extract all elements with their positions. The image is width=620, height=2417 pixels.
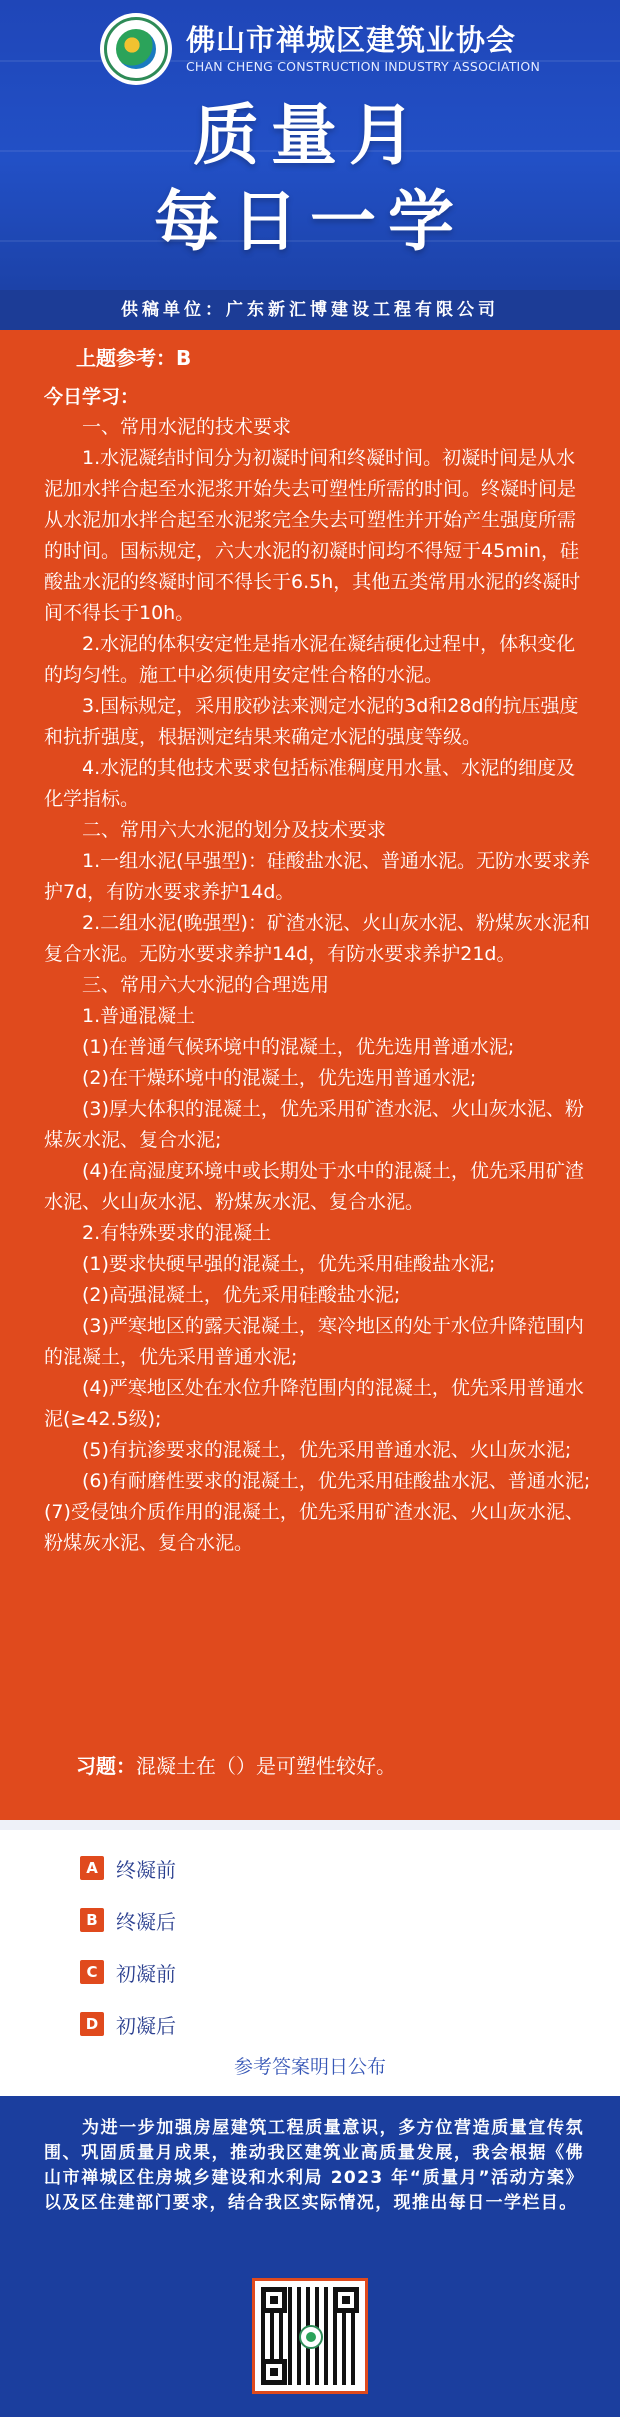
page-title-line2: 每日一学	[154, 183, 466, 260]
exercise-label: 习题：	[76, 1754, 136, 1778]
lesson-panel	[0, 330, 620, 1820]
option-letter-badge: A	[80, 1856, 104, 1880]
header-banner	[0, 0, 620, 290]
option-text: 初凝后	[116, 2013, 176, 2038]
association-brand	[100, 14, 540, 84]
lesson-line: 1.水泥凝结时间分为初凝时间和终凝时间。初凝时间是从水泥加水拌合起至水泥浆开始失去可塑性所需的时间。终凝时间是从水泥加水拌合起至水泥浆完全失去可塑性并开始产生强度所需的时间。国标规定，六大水泥的初凝时间均不得短于45min，硅酸盐水泥的终凝时间不得长于6.5h，其他五类常用水泥的终凝时间不得长于10h。	[44, 447, 581, 624]
lesson-line: 2.二组水泥(晚强型)：矿渣水泥、火山灰水泥、粉煤灰水泥和复合水泥。无防水要求养护14d，有防水要求养护21d。	[44, 912, 590, 965]
lesson-line: (7)受侵蚀介质作用的混凝土，优先采用矿渣水泥、火山灰水泥、粉煤灰水泥、复合水泥。	[44, 1501, 584, 1554]
footer-intro: 为进一步加强房屋建筑工程质量意识，多方位营造质量宣传氛围、巩固质量月成果，推动我区建筑业高质量发展，我会根据《佛山市禅城区住房城乡建设和水利局 2023 年“质量月”活动方案》以及区住建部门要求，结合我区实际情况，现推出每日一学栏目。	[44, 2118, 584, 2213]
qr-code-icon[interactable]	[252, 2278, 368, 2394]
lesson-line: (5)有抗渗要求的混凝土，优先采用普通水泥、火山灰水泥;	[82, 1439, 572, 1461]
lesson-line: (3)严寒地区的露天混凝土，寒冷地区的处于水位升降范围内的混凝土，优先采用普通水泥;	[44, 1315, 584, 1368]
lesson-line: 二、常用六大水泥的划分及技术要求	[82, 819, 387, 841]
option-text: 初凝前	[116, 1961, 176, 1986]
lesson-line: (4)在高湿度环境中或长期处于水中的混凝土，优先采用矿渣水泥、火山灰水泥、粉煤灰水泥、复合水泥。	[44, 1160, 584, 1213]
footer	[0, 2096, 620, 2417]
lesson-line: 1.普通混凝土	[82, 1005, 196, 1027]
lesson-line: (1)在普通气候环境中的混凝土，优先选用普通水泥;	[82, 1036, 515, 1058]
today-heading: 今日学习：	[44, 386, 140, 408]
lesson-line: (6)有耐磨性要求的混凝土，优先采用硅酸盐水泥、普通水泥;	[82, 1470, 591, 1492]
lesson-line: (4)严寒地区处在水位升降范围内的混凝土，优先采用普通水泥(≥42.5级);	[44, 1377, 584, 1430]
answer-notice: 参考答案明日公布	[233, 2056, 386, 2078]
exercise-question	[76, 1746, 396, 1786]
association-logo-icon	[100, 13, 172, 85]
lesson-line: (1)要求快硬早强的混凝土，优先采用硅酸盐水泥;	[82, 1253, 496, 1275]
lesson-line: (3)厚大体积的混凝土，优先采用矿渣水泥、火山灰水泥、粉煤灰水泥、复合水泥;	[44, 1098, 584, 1151]
option-text: 终凝后	[116, 1909, 176, 1934]
lesson-line: (2)高强混凝土，优先采用硅酸盐水泥;	[82, 1284, 401, 1306]
lesson-line: 三、常用六大水泥的合理选用	[82, 974, 330, 996]
lesson-line: 2.水泥的体积安定性是指水泥在凝结硬化过程中，体积变化的均匀性。施工中必须使用安定性合格的水泥。	[44, 633, 576, 686]
lesson-line: 3.国标规定，采用胶砂法来测定水泥的3d和28d的抗压强度和抗折强度，根据测定结果来确定水泥的强度等级。	[44, 695, 579, 748]
option-letter-badge: C	[80, 1960, 104, 1984]
option-b[interactable]	[80, 1905, 176, 1935]
lesson-line: 4.水泥的其他技术要求包括标准稠度用水量、水泥的细度及化学指标。	[44, 757, 576, 810]
option-letter-badge: D	[80, 2012, 104, 2036]
association-name-cn: 佛山市禅城区建筑业协会	[186, 23, 517, 57]
lesson-line: (2)在干燥环境中的混凝土，优先选用普通水泥;	[82, 1067, 477, 1089]
association-name	[186, 22, 540, 76]
option-c[interactable]	[80, 1957, 176, 1987]
lesson-line: 1.一组水泥(早强型)：硅酸盐水泥、普通水泥。无防水要求养护7d，有防水要求养护14d。	[44, 850, 590, 903]
exercise-text: 混凝土在（）是可塑性较好。	[136, 1754, 396, 1778]
previous-answer: 上题参考：B	[76, 346, 192, 370]
option-letter-badge: B	[80, 1908, 104, 1932]
option-d[interactable]	[80, 2009, 176, 2039]
page-title-line1: 质量月	[193, 97, 427, 174]
option-a[interactable]	[80, 1853, 176, 1883]
option-text: 终凝前	[116, 1857, 176, 1882]
lesson-line: 2.有特殊要求的混凝土	[82, 1222, 272, 1244]
association-name-en: CHAN CHENG CONSTRUCTION INDUSTRY ASSOCIATION	[186, 59, 541, 74]
lesson-content	[44, 412, 592, 1559]
supplier-banner: 供稿单位：广东新汇博建设工程有限公司	[0, 290, 620, 330]
options-card	[0, 1820, 620, 2096]
lesson-line: 一、常用水泥的技术要求	[82, 416, 292, 438]
